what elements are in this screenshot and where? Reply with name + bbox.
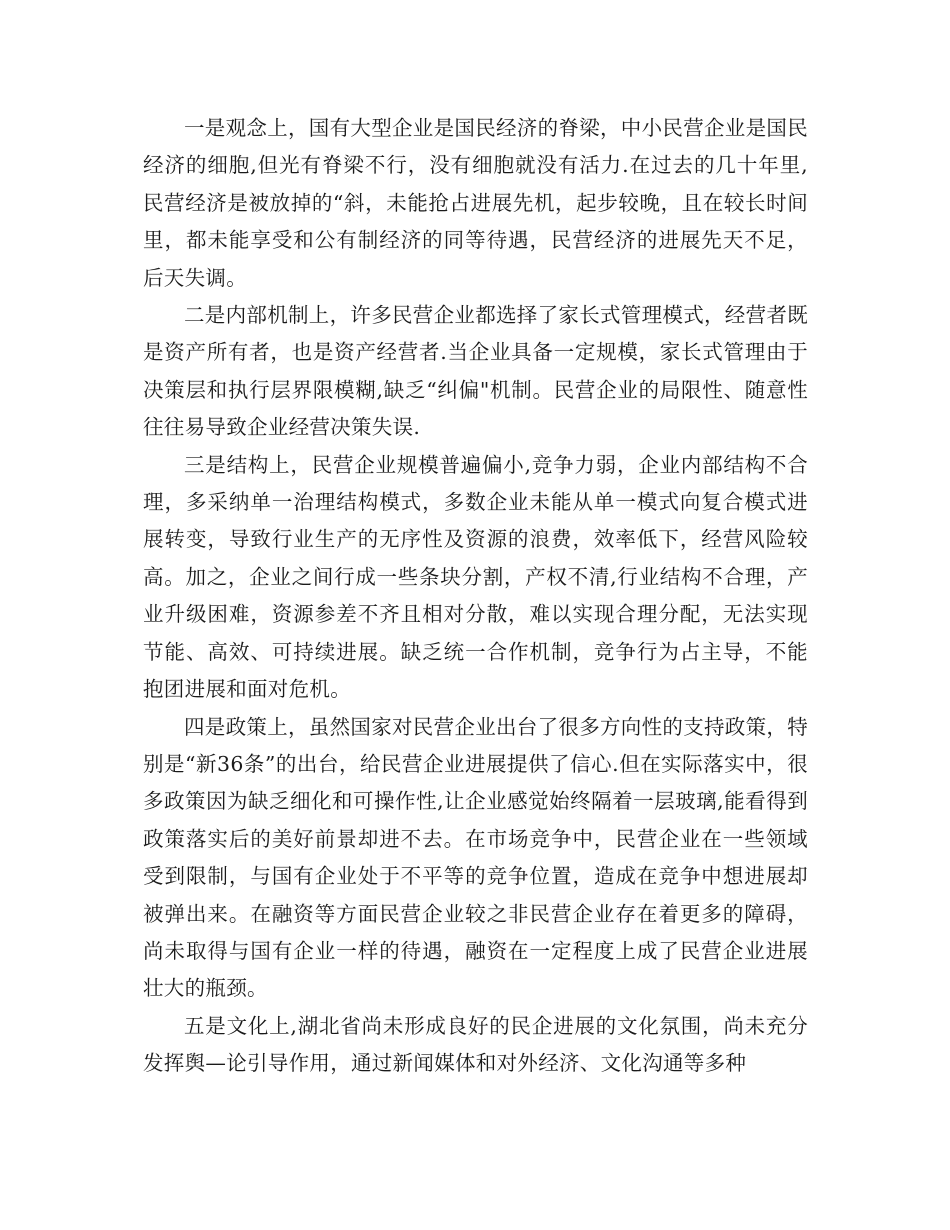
paragraph-culture: 五是文化上,湖北省尚未形成良好的民企进展的文化氛围，尚未充分发挥舆—论引导作用，通过新闻媒体和对外经济、文化沟通等多种 — [143, 1013, 808, 1076]
paragraph-internal-mechanism: 二是内部机制上，许多民营企业都选择了家长式管理模式，经营者既是资产所有者，也是资产经营者.当企业具备一定规模，家长式管理由于决策层和执行层界限模糊,缺乏“纠偏"机制。民营企业的局限性、随意性往往易导致企业经营决策失误. — [143, 303, 808, 440]
paragraph-concept: 一是观念上，国有大型企业是国民经济的脊梁，中小民营企业是国民经济的细胞,但光有脊梁不行，没有细胞就没有活力.在过去的几十年里,民营经济是被放掉的“斜，未能抢占进展先机，起步较晚，且在较长时间里，都未能享受和公有制经济的同等待遇，民营经济的进展先天不足，后天失调。 — [143, 116, 808, 290]
document-body — [143, 110, 808, 1083]
paragraph-structure: 三是结构上，民营企业规模普遍偏小,竞争力弱，企业内部结构不合理，多采纳单一治理结构模式，多数企业未能从单一模式向复合模式进展转变，导致行业生产的无序性及资源的浪费，效率低下，经营风险较高。加之，企业之间行成一些条块分割，产权不清,行业结构不合理，产业升级困难，资源参差不齐且相对分散，难以实现合理分配，无法实现节能、高效、可持续进展。缺乏统一合作机制，竞争行为占主导，不能抱团进展和面对危机。 — [143, 452, 808, 702]
paragraph-policy: 四是政策上，虽然国家对民营企业出台了很多方向性的支持政策，特别是“新36条”的出台，给民营企业进展提供了信心.但在实际落实中，很多政策因为缺乏细化和可操作性,让企业感觉始终隔着一层玻璃,能看得到政策落实后的美好前景却进不去。在市场竞争中，民营企业在一些领域受到限制，与国有企业处于不平等的竞争位置，造成在竞争中想进展却被弹出来。在融资等方面民营企业较之非民营企业存在着更多的障碍，尚未取得与国有企业一样的待遇，融资在一定程度上成了民营企业进展壮大的瓶颈。 — [143, 714, 808, 1001]
